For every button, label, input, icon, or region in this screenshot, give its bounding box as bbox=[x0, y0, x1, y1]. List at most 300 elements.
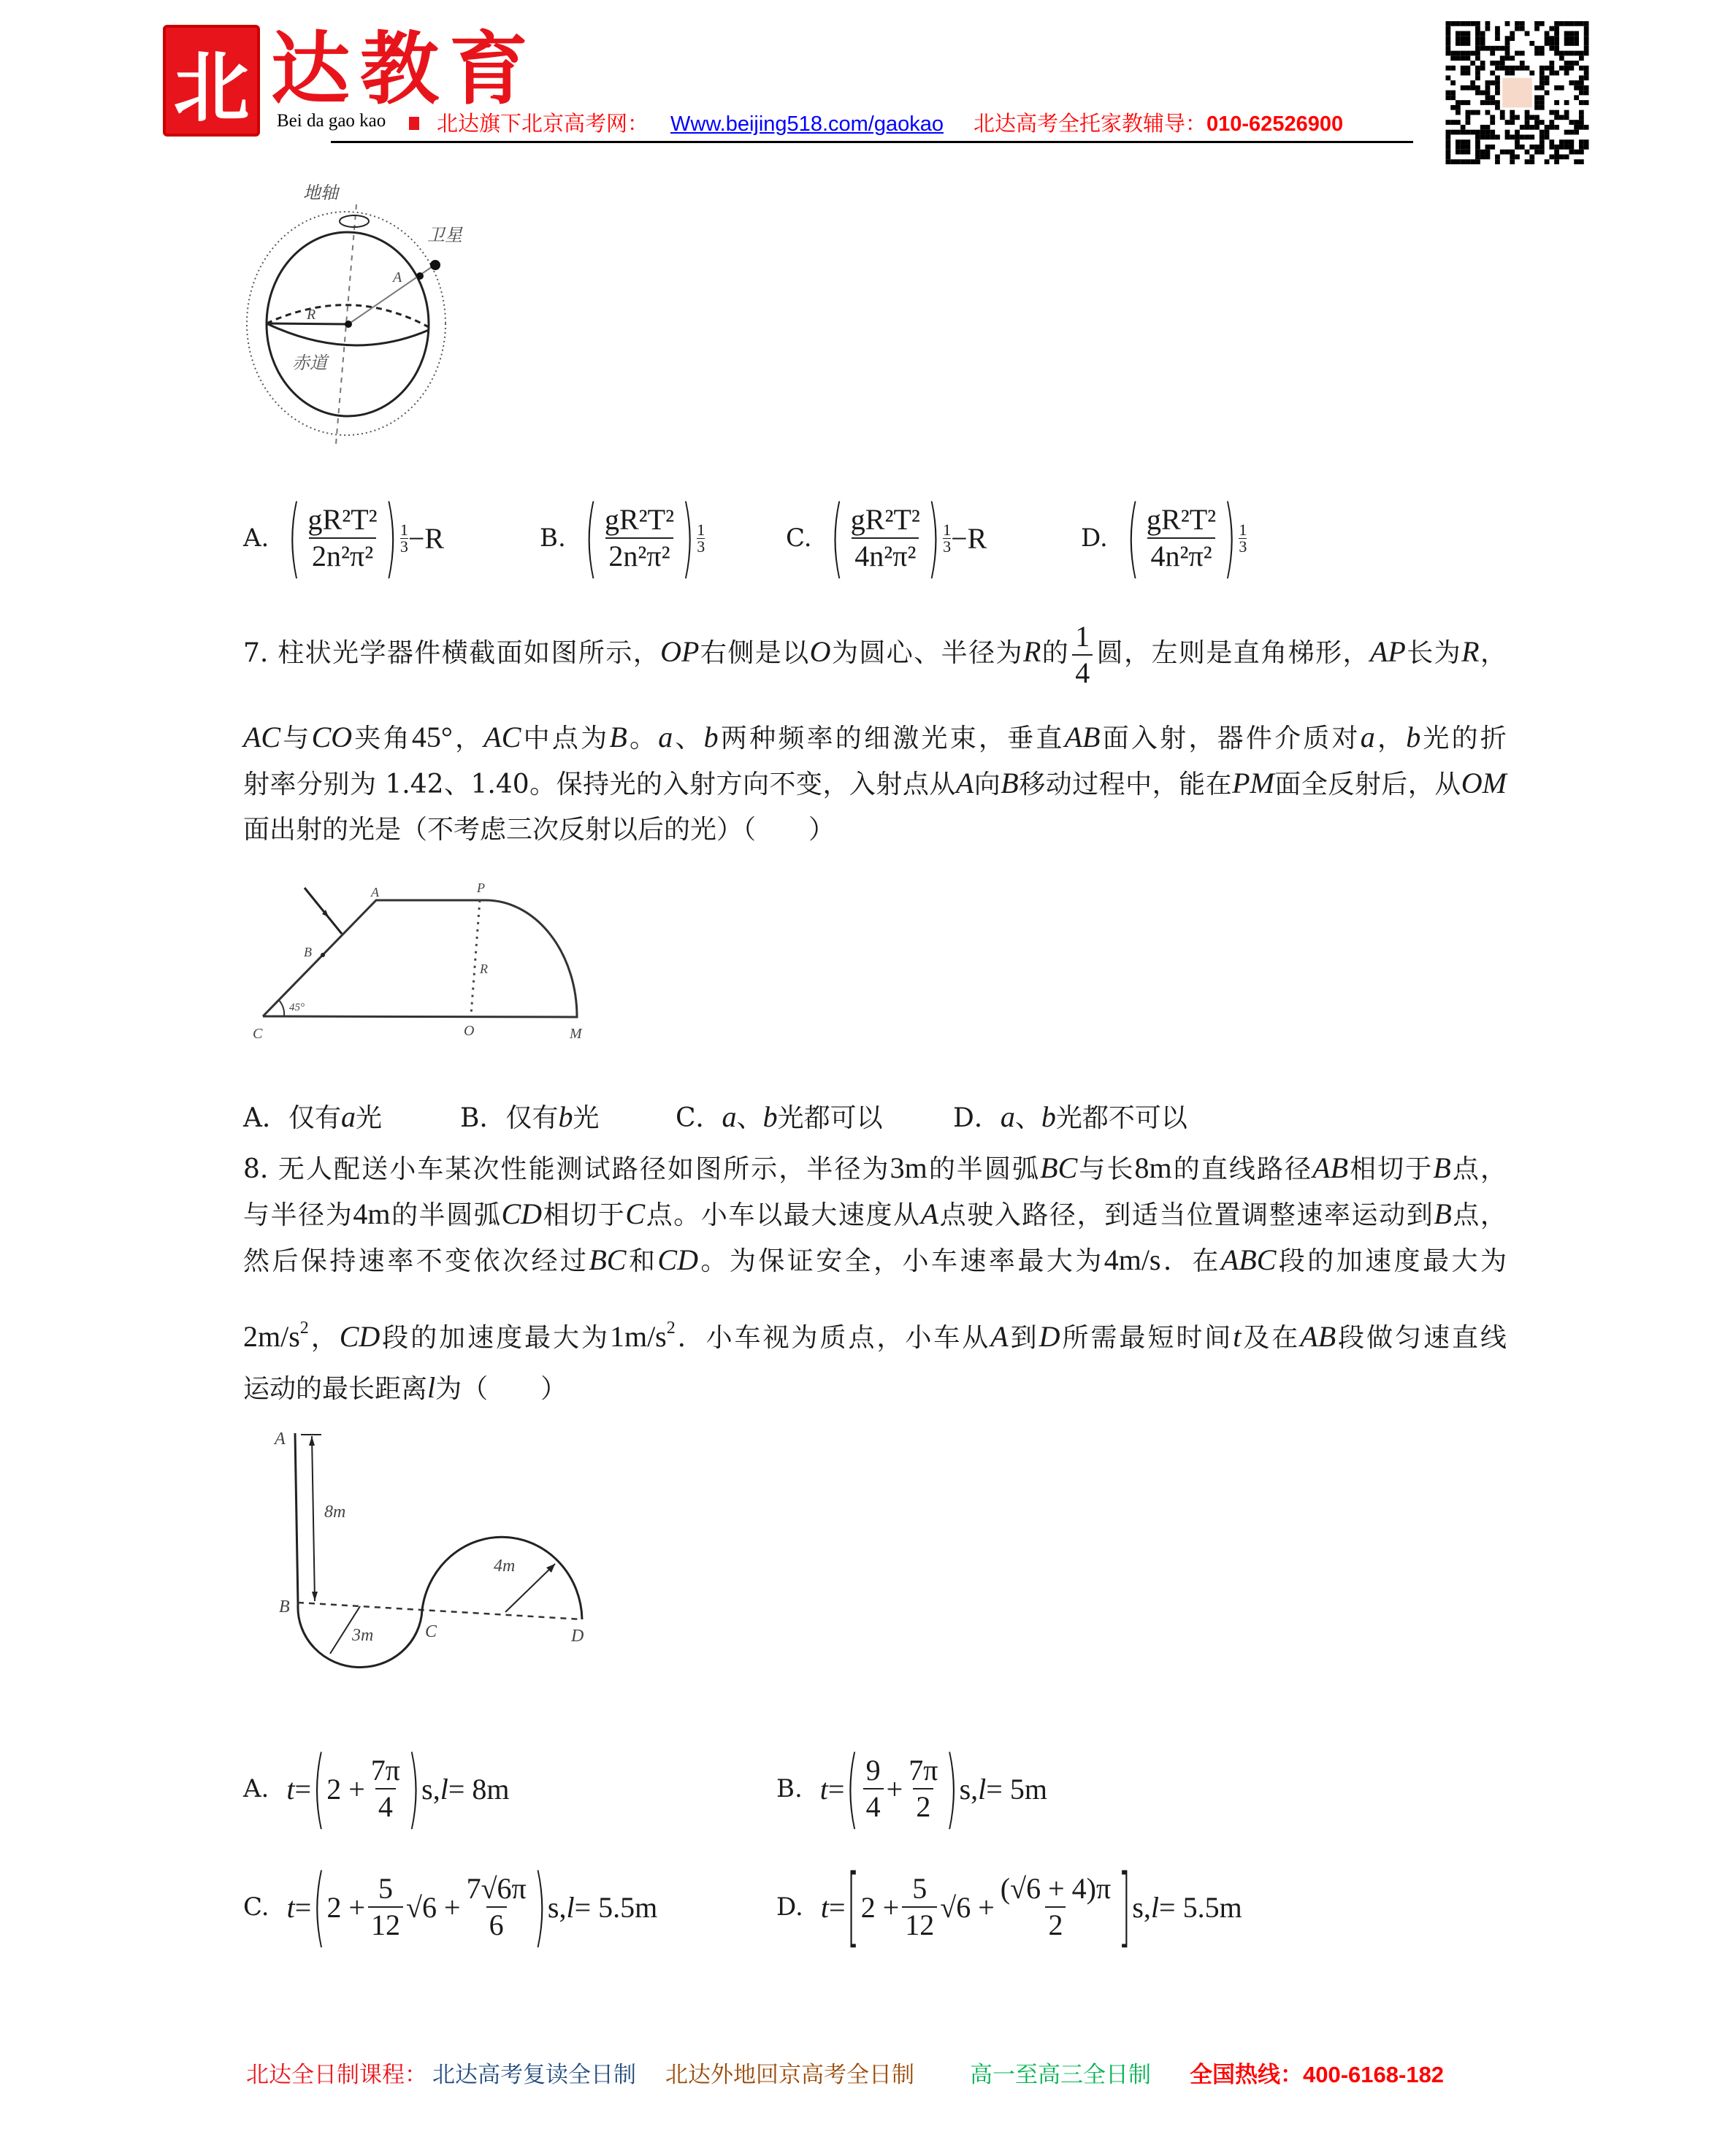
qr-module bbox=[1564, 154, 1569, 159]
qr-module bbox=[1446, 150, 1451, 155]
text-run: A．仅有 bbox=[243, 1103, 341, 1133]
qr-module bbox=[1505, 46, 1510, 51]
qr-module bbox=[1545, 91, 1550, 96]
numerator: gR²T² bbox=[307, 503, 378, 536]
qr-module bbox=[1475, 130, 1480, 135]
point-b-dot bbox=[321, 953, 325, 957]
math-text: = 5.5m bbox=[1159, 1890, 1242, 1924]
math-text: = bbox=[827, 1772, 845, 1806]
qr-module bbox=[1534, 85, 1540, 91]
numerator: 7π bbox=[370, 1754, 400, 1787]
footer-course-highschool[interactable]: 高一至高三全日制 bbox=[970, 2062, 1151, 2087]
qr-module bbox=[1520, 21, 1525, 26]
math-var: t bbox=[1233, 1320, 1242, 1353]
qr-module bbox=[1466, 145, 1471, 150]
text-run: B．仅有 bbox=[460, 1103, 559, 1133]
text-run: 移动过程中，能在 bbox=[1018, 770, 1233, 799]
qr-module bbox=[1510, 159, 1515, 164]
qr-module bbox=[1495, 75, 1500, 80]
exponent-fraction bbox=[943, 522, 951, 555]
numerator: 1 bbox=[399, 520, 408, 539]
qr-module bbox=[1461, 36, 1466, 41]
question-line bbox=[243, 1305, 1507, 1351]
text-run: ， bbox=[452, 724, 484, 753]
light-ray bbox=[305, 888, 342, 934]
q8-option-d[interactable] bbox=[776, 1849, 1242, 1965]
qr-module bbox=[1520, 145, 1525, 150]
qr-module bbox=[1446, 95, 1451, 100]
qr-module bbox=[1461, 21, 1466, 26]
tutor-label: 北达高考全托家教辅导： bbox=[974, 112, 1207, 136]
qr-module bbox=[1540, 46, 1545, 51]
qr-module bbox=[1480, 130, 1485, 135]
qr-module bbox=[1461, 55, 1466, 61]
text-run: 所需最短时间 bbox=[1060, 1323, 1233, 1353]
qr-module bbox=[1456, 31, 1461, 37]
denominator: 2 bbox=[913, 1788, 933, 1823]
math-var: OM bbox=[1461, 767, 1507, 799]
math-var: t bbox=[819, 1772, 828, 1806]
qr-module bbox=[1554, 21, 1559, 26]
question-line bbox=[243, 714, 1507, 761]
text-run: 点。小车以最大速度从 bbox=[645, 1200, 921, 1230]
math-var: BC bbox=[1040, 1151, 1078, 1184]
qr-module bbox=[1470, 51, 1475, 56]
qr-module bbox=[1450, 80, 1456, 85]
qr-module bbox=[1510, 71, 1515, 76]
q7-option-c[interactable] bbox=[676, 1094, 883, 1140]
qr-module bbox=[1579, 120, 1584, 125]
text-run: 的半圆弧 bbox=[390, 1200, 502, 1230]
math-var: a bbox=[1000, 1100, 1015, 1133]
text-run: 长为 bbox=[1405, 638, 1462, 668]
qr-module bbox=[1525, 115, 1530, 120]
qr-module bbox=[1456, 51, 1461, 56]
math-var: CD bbox=[339, 1320, 380, 1353]
qr-module bbox=[1529, 41, 1534, 46]
q7-option-d[interactable] bbox=[953, 1094, 1187, 1140]
qr-module bbox=[1520, 134, 1525, 139]
question-line bbox=[243, 760, 1507, 807]
qr-module bbox=[1495, 105, 1500, 110]
qr-module bbox=[1500, 61, 1505, 66]
qr-module bbox=[1510, 55, 1515, 61]
numerator: 7√6π bbox=[466, 1872, 527, 1905]
math-text: s, bbox=[421, 1772, 440, 1806]
radius-line bbox=[267, 323, 348, 324]
qr-module bbox=[1475, 145, 1480, 150]
qr-module bbox=[1456, 159, 1461, 164]
qr-module bbox=[1554, 150, 1559, 155]
math-var: AP bbox=[1369, 635, 1406, 668]
qr-module bbox=[1540, 150, 1545, 155]
qr-module bbox=[1466, 130, 1471, 135]
qr-module bbox=[1510, 134, 1515, 139]
label-a: A bbox=[393, 269, 402, 285]
exponent-fraction bbox=[400, 522, 408, 555]
text-run: 的半圆弧 bbox=[927, 1154, 1041, 1184]
qr-module bbox=[1579, 139, 1584, 145]
qr-module bbox=[1569, 41, 1574, 46]
qr-module bbox=[1559, 115, 1564, 120]
math-var: A bbox=[955, 767, 974, 799]
qr-module bbox=[1480, 150, 1485, 155]
qr-module bbox=[1559, 55, 1564, 61]
qr-module bbox=[1466, 115, 1471, 120]
math-var: CO bbox=[311, 721, 353, 753]
qr-module bbox=[1446, 130, 1451, 135]
qr-module bbox=[1554, 125, 1559, 130]
bracket: ) bbox=[384, 488, 397, 588]
qr-module bbox=[1466, 139, 1471, 145]
qr-module bbox=[1515, 134, 1520, 139]
qr-module bbox=[1450, 55, 1456, 61]
qr-module bbox=[1485, 150, 1491, 155]
qr-module bbox=[1579, 100, 1584, 105]
qr-module bbox=[1564, 21, 1569, 26]
qr-module bbox=[1564, 100, 1569, 105]
qr-module bbox=[1574, 36, 1579, 41]
qr-module bbox=[1475, 150, 1480, 155]
qr-module bbox=[1475, 159, 1480, 164]
label-a: A bbox=[275, 1430, 286, 1449]
q8-option-a[interactable] bbox=[243, 1730, 510, 1847]
qr-module bbox=[1505, 150, 1510, 155]
header-divider bbox=[331, 141, 1413, 143]
bracket: [ bbox=[846, 1857, 860, 1957]
qr-module bbox=[1534, 95, 1540, 100]
qr-module bbox=[1529, 125, 1534, 130]
qr-module bbox=[1480, 66, 1485, 71]
qr-module bbox=[1564, 36, 1569, 41]
qr-module bbox=[1485, 110, 1491, 115]
question-line bbox=[243, 1237, 1507, 1284]
text-run: 7. 柱状光学器件横截面如图所示， bbox=[243, 638, 661, 668]
qr-module bbox=[1540, 75, 1545, 80]
math-text: 2 + bbox=[326, 1890, 366, 1924]
numerator: 1 bbox=[943, 520, 952, 539]
fraction bbox=[848, 504, 923, 572]
qr-module bbox=[1554, 115, 1559, 120]
point-a-dot bbox=[416, 272, 424, 280]
bullet-square-icon bbox=[409, 117, 419, 130]
qr-module bbox=[1495, 66, 1500, 71]
math-text: 8m bbox=[1134, 1151, 1172, 1184]
text-run: 射率分别为 1.42、1.40。保持光的入射方向不变，入射点从 bbox=[243, 770, 956, 799]
qr-module bbox=[1564, 41, 1569, 46]
qr-module bbox=[1485, 134, 1491, 139]
option-letter: B. bbox=[540, 523, 566, 553]
text-run: ， bbox=[1374, 724, 1407, 753]
q7-option-b[interactable] bbox=[460, 1094, 599, 1140]
numerator: 7π bbox=[909, 1754, 938, 1787]
text-run: 与 bbox=[280, 724, 312, 753]
footer-course-repeat[interactable]: 北达高考复读全日制 bbox=[432, 2062, 636, 2087]
bracket: ( bbox=[1126, 488, 1140, 588]
qr-module bbox=[1475, 110, 1480, 115]
qr-module bbox=[1554, 26, 1559, 31]
qr-module bbox=[1529, 154, 1534, 159]
text-run: 。 bbox=[627, 724, 659, 753]
qr-module bbox=[1574, 41, 1579, 46]
math-text: 45° bbox=[411, 721, 453, 753]
bracket: ] bbox=[1118, 1857, 1131, 1957]
bracket: ) bbox=[408, 1738, 421, 1839]
math-text: + bbox=[886, 1772, 903, 1806]
math-var: B bbox=[1434, 1197, 1452, 1230]
qr-module bbox=[1461, 51, 1466, 56]
qr-module bbox=[1569, 51, 1574, 56]
qr-module bbox=[1574, 61, 1579, 66]
qr-module bbox=[1475, 31, 1480, 37]
footer-course-return[interactable]: 北达外地回京高考全日制 bbox=[665, 2062, 914, 2087]
qr-module bbox=[1461, 125, 1466, 130]
qr-module bbox=[1495, 100, 1500, 105]
qr-module bbox=[1564, 145, 1569, 150]
qr-module bbox=[1470, 80, 1475, 85]
q6-option-d[interactable] bbox=[1081, 480, 1247, 596]
qr-module bbox=[1574, 85, 1579, 91]
qr-module bbox=[1475, 66, 1480, 71]
qr-module bbox=[1446, 120, 1451, 125]
qr-module bbox=[1446, 91, 1451, 96]
angle-arc bbox=[279, 1000, 284, 1016]
qr-module bbox=[1456, 21, 1461, 26]
globe-figure bbox=[234, 168, 482, 460]
qr-module bbox=[1510, 66, 1515, 71]
qr-module bbox=[1446, 75, 1451, 80]
bracket: ( bbox=[846, 1738, 859, 1839]
qr-module bbox=[1584, 91, 1589, 96]
math-var: D bbox=[1039, 1320, 1060, 1353]
text-run: 、 bbox=[673, 724, 704, 753]
math-var: l bbox=[566, 1890, 575, 1924]
qr-module bbox=[1574, 150, 1579, 155]
qr-module bbox=[1520, 125, 1525, 130]
bracket: ) bbox=[927, 488, 941, 588]
qr-module bbox=[1490, 61, 1495, 66]
q6-option-c[interactable] bbox=[786, 480, 987, 596]
qr-module bbox=[1505, 36, 1510, 41]
qr-module bbox=[1495, 91, 1500, 96]
math-var: AC bbox=[243, 721, 281, 753]
qr-module bbox=[1579, 125, 1584, 130]
qr-module bbox=[1554, 145, 1559, 150]
q8-option-c[interactable] bbox=[243, 1849, 657, 1965]
q6-option-a[interactable] bbox=[243, 480, 444, 596]
qr-module bbox=[1569, 150, 1574, 155]
qr-module bbox=[1515, 66, 1520, 71]
qr-module bbox=[1510, 150, 1515, 155]
qr-module bbox=[1534, 46, 1540, 51]
qr-module bbox=[1559, 51, 1564, 56]
qr-module bbox=[1475, 139, 1480, 145]
tutor-phone: 010-62526900 bbox=[1206, 112, 1344, 136]
qr-module bbox=[1540, 139, 1545, 145]
qr-module bbox=[1540, 145, 1545, 150]
qr-module bbox=[1559, 139, 1564, 145]
fraction bbox=[464, 1873, 529, 1941]
math-text: = 5.5m bbox=[574, 1890, 658, 1924]
qr-module bbox=[1466, 71, 1471, 76]
qr-module bbox=[1500, 55, 1505, 61]
qr-module bbox=[1584, 75, 1589, 80]
qr-module bbox=[1520, 66, 1525, 71]
qr-module bbox=[1500, 115, 1505, 120]
qr-module bbox=[1450, 130, 1456, 135]
qr-module bbox=[1549, 36, 1554, 41]
denominator: 12 bbox=[368, 1906, 403, 1941]
option-letter: A. bbox=[243, 1774, 269, 1803]
qr-module bbox=[1485, 21, 1491, 26]
math-text: −R bbox=[408, 521, 445, 555]
text-run: 向 bbox=[974, 770, 1001, 799]
qr-module bbox=[1461, 145, 1466, 150]
qr-module bbox=[1456, 139, 1461, 145]
site-link[interactable]: Www.beijing518.com/gaokao bbox=[670, 112, 944, 136]
qr-module bbox=[1475, 154, 1480, 159]
qr-module bbox=[1525, 150, 1530, 155]
numerator: 1 bbox=[1075, 620, 1090, 653]
qr-module bbox=[1495, 26, 1500, 31]
footer-courses-label: 北达全日制课程： bbox=[246, 2062, 427, 2087]
qr-module bbox=[1480, 31, 1485, 37]
label-c: C bbox=[425, 1622, 437, 1641]
qr-module bbox=[1446, 26, 1451, 31]
qr-module bbox=[1579, 150, 1584, 155]
qr-module bbox=[1534, 105, 1540, 110]
qr-module bbox=[1505, 21, 1510, 26]
qr-module bbox=[1584, 51, 1589, 56]
math-var: B bbox=[1001, 767, 1019, 799]
text-run: 段的加速度最大为 bbox=[380, 1323, 610, 1353]
qr-module bbox=[1574, 130, 1579, 135]
qr-module bbox=[1584, 71, 1589, 76]
qr-module bbox=[1510, 120, 1515, 125]
label-8m: 8m bbox=[324, 1503, 346, 1522]
qr-module bbox=[1475, 85, 1480, 91]
qr-module bbox=[1490, 134, 1495, 139]
text-run: 相切于 bbox=[1348, 1154, 1434, 1184]
text-run: 与长 bbox=[1077, 1154, 1135, 1184]
math-var: OP bbox=[660, 635, 700, 668]
text-run: ．小车视为质点，小车从 bbox=[675, 1323, 991, 1353]
qr-module bbox=[1515, 21, 1520, 26]
denominator: 4n²π² bbox=[852, 537, 919, 572]
qr-module bbox=[1485, 46, 1491, 51]
qr-module bbox=[1569, 139, 1574, 145]
label-c: C bbox=[253, 1026, 263, 1042]
qr-module bbox=[1525, 159, 1530, 164]
qr-module bbox=[1456, 110, 1461, 115]
qr-module bbox=[1549, 71, 1554, 76]
op-dotted-line bbox=[471, 900, 480, 1015]
qr-module bbox=[1470, 61, 1475, 66]
qr-module bbox=[1545, 75, 1550, 80]
text-run: D． bbox=[953, 1103, 1001, 1133]
denominator: 6 bbox=[486, 1906, 507, 1941]
qr-module bbox=[1450, 91, 1456, 96]
qr-module bbox=[1505, 130, 1510, 135]
center-dot bbox=[345, 321, 352, 328]
text-run: 为（ ） bbox=[435, 1374, 567, 1404]
q7-option-a[interactable] bbox=[243, 1094, 382, 1140]
diameter-dashed-line bbox=[298, 1603, 582, 1619]
qr-module bbox=[1574, 95, 1579, 100]
qr-code bbox=[1444, 21, 1591, 164]
qr-module bbox=[1490, 145, 1495, 150]
qr-module bbox=[1579, 85, 1584, 91]
denominator: 4 bbox=[863, 1788, 884, 1823]
qr-module bbox=[1480, 41, 1485, 46]
qr-module bbox=[1495, 154, 1500, 159]
qr-module bbox=[1450, 159, 1456, 164]
text-run: 运动的最长距离 bbox=[243, 1374, 428, 1404]
qr-module bbox=[1500, 110, 1505, 115]
math-var: t bbox=[820, 1890, 829, 1924]
math-text: = 5m bbox=[986, 1772, 1047, 1806]
qr-module bbox=[1466, 100, 1471, 105]
math-text: 2 + bbox=[860, 1890, 900, 1924]
qr-module bbox=[1510, 154, 1515, 159]
q6-option-b[interactable] bbox=[540, 480, 705, 596]
option-letter: A. bbox=[243, 523, 269, 553]
option-letter: C. bbox=[243, 1892, 269, 1922]
qr-module bbox=[1554, 85, 1559, 91]
qr-module bbox=[1446, 139, 1451, 145]
qr-module bbox=[1534, 100, 1540, 105]
math-text: −R bbox=[951, 521, 987, 555]
question-line bbox=[243, 807, 1507, 853]
text-run: 相切于 bbox=[542, 1200, 626, 1230]
qr-module bbox=[1549, 125, 1554, 130]
fraction bbox=[305, 504, 380, 572]
qr-module bbox=[1500, 66, 1505, 71]
qr-module bbox=[1461, 139, 1466, 145]
qr-module bbox=[1446, 31, 1451, 37]
text-run: 点驶入路径，到适当位置调整速率运动到 bbox=[938, 1200, 1434, 1230]
qr-module bbox=[1456, 145, 1461, 150]
text-run: 8. 无人配送小车某次性能测试路径如图所示，半径为 bbox=[243, 1154, 890, 1184]
math-var: b bbox=[1406, 721, 1421, 753]
math-var: l bbox=[1150, 1890, 1160, 1924]
qr-module bbox=[1500, 150, 1505, 155]
qr-module bbox=[1450, 51, 1456, 56]
bracket: ) bbox=[1223, 488, 1236, 588]
qr-module bbox=[1505, 120, 1510, 125]
math-var: AC bbox=[483, 721, 521, 753]
label-o: O bbox=[464, 1023, 475, 1039]
qr-module bbox=[1485, 95, 1491, 100]
qr-module bbox=[1500, 46, 1505, 51]
numerator: gR²T² bbox=[850, 503, 920, 536]
qr-module bbox=[1564, 115, 1569, 120]
qr-module bbox=[1584, 85, 1589, 91]
question-line bbox=[243, 1365, 1507, 1411]
qr-module bbox=[1549, 26, 1554, 31]
arrow-up-icon bbox=[309, 1436, 315, 1446]
bracket: ( bbox=[313, 1738, 326, 1839]
qr-module bbox=[1490, 130, 1495, 135]
qr-module bbox=[1475, 71, 1480, 76]
q8-option-b[interactable] bbox=[776, 1730, 1047, 1847]
math-var: PM bbox=[1232, 767, 1274, 799]
qr-module bbox=[1549, 154, 1554, 159]
question-line bbox=[243, 612, 1507, 692]
label-m: M bbox=[570, 1026, 582, 1042]
qr-module bbox=[1456, 36, 1461, 41]
logo-mark bbox=[163, 25, 260, 137]
